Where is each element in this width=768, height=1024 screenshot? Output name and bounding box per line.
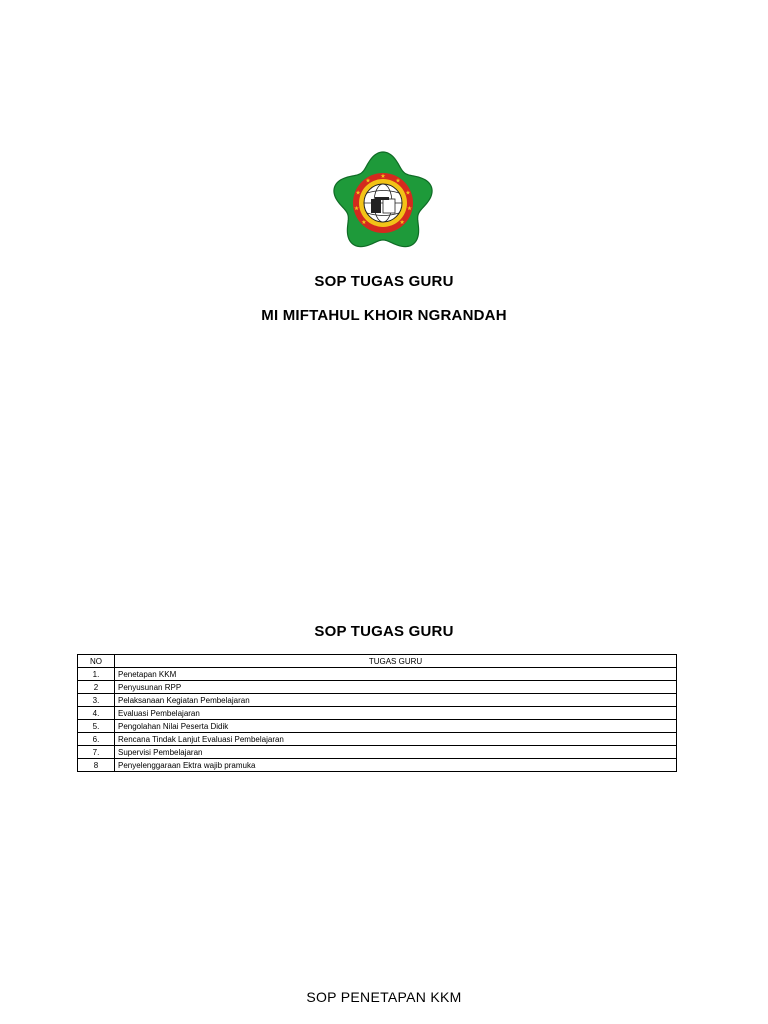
table-heading: SOP TUGAS GURU — [314, 623, 454, 640]
row-number: 5. — [78, 720, 115, 733]
school-name: MI MIFTAHUL KHOIR NGRANDAH — [261, 307, 507, 324]
row-task: Pelaksanaan Kegiatan Pembelajaran — [115, 694, 677, 707]
table-row — [78, 681, 677, 694]
teacher-task-table — [77, 654, 677, 772]
row-task: Penyusunan RPP — [115, 681, 677, 694]
row-number: 2 — [78, 681, 115, 694]
table-row — [78, 707, 677, 720]
row-number: 6. — [78, 733, 115, 746]
table-row — [78, 733, 677, 746]
row-task: Evaluasi Pembelajaran — [115, 707, 677, 720]
row-task: Rencana Tindak Lanjut Evaluasi Pembelajaran — [115, 733, 677, 746]
row-number: 8 — [78, 759, 115, 772]
table-row — [78, 759, 677, 772]
column-header-task: TUGAS GURU — [115, 655, 677, 668]
document-title: SOP TUGAS GURU — [314, 273, 454, 290]
row-number: 7. — [78, 746, 115, 759]
row-task: Pengolahan Nilai Peserta Didik — [115, 720, 677, 733]
table-row — [78, 720, 677, 733]
column-header-no: NO — [78, 655, 115, 668]
table-header-row — [78, 655, 677, 668]
row-task: Penetapan KKM — [115, 668, 677, 681]
row-number: 3. — [78, 694, 115, 707]
school-emblem-icon — [330, 150, 436, 256]
table-row — [78, 694, 677, 707]
table-row — [78, 668, 677, 681]
next-section-heading: SOP PENETAPAN KKM — [306, 989, 462, 1005]
table-row — [78, 746, 677, 759]
row-number: 1. — [78, 668, 115, 681]
row-task: Supervisi Pembelajaran — [115, 746, 677, 759]
emblem-book — [371, 197, 395, 213]
row-number: 4. — [78, 707, 115, 720]
row-task: Penyelenggaraan Ektra wajib pramuka — [115, 759, 677, 772]
